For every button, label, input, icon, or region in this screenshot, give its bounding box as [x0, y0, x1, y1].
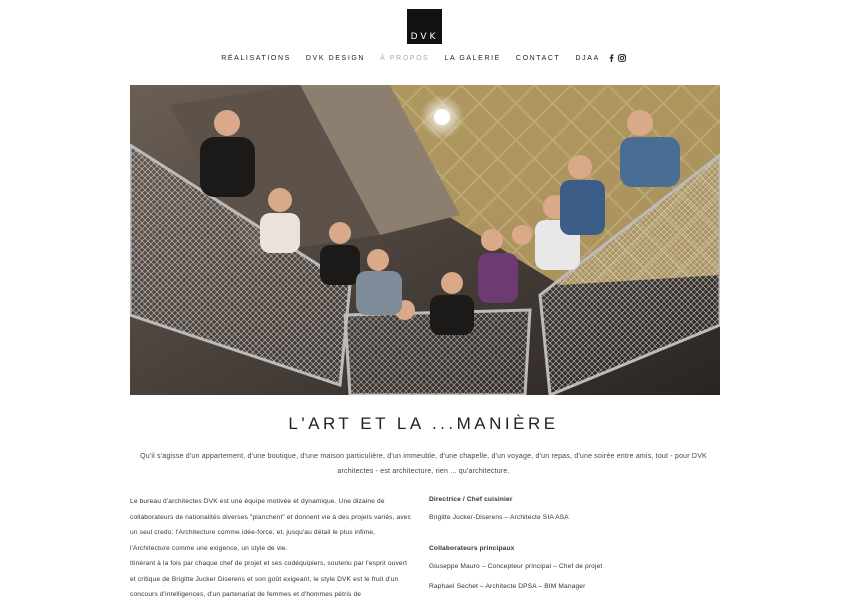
main-nav [0, 54, 847, 62]
nav-item-a-propos[interactable]: À PROPOS [380, 54, 430, 62]
team-column [429, 494, 719, 593]
page-title: L'ART ET LA ...MANIÈRE [288, 414, 559, 433]
about-column [130, 494, 413, 603]
about-paragraph: Itinérant à la fois par chaque chef de projet et ses codéquipiers, soutenu par l'esprit ouvert et critique de Brigitte Jucker Diserens et son goût exigeant, le style DVK est le fruit d'un concours d'intelligences, d'un partenariat de femmes et d'hommes pétris de [130, 560, 408, 598]
instagram-icon[interactable] [618, 54, 626, 62]
logo-text: DVK [410, 32, 439, 42]
dvk-logo[interactable] [407, 9, 442, 44]
about-paragraph: Le bureau d'architectes DVK est une équipe motivée et dynamique. Une dizaine de collaborateurs de nationalités diverses "planchent" et donnent vie à des projets variés, avec un seul credo: l'Architecture comme idée-force, et, jusqu'au détail le plus infime, l'Architecture comme une exigence, un style de vie. [130, 498, 412, 552]
team-photo-illustration [130, 85, 720, 395]
team-photo [130, 85, 720, 395]
collaborator-item: Giuseppe Mauro – Concepteur principal – Chef de projet [429, 563, 603, 570]
nav-item-djaa[interactable]: DJAA [575, 54, 600, 62]
nav-item-contact[interactable]: CONTACT [515, 54, 561, 62]
director-name: Brigitte Jucker-Diserens – Architecte SIA ASA [429, 514, 569, 521]
nav-item-realisations[interactable]: RÉALISATIONS [221, 54, 291, 62]
intro-text: Qu'il s'agisse d'un appartement, d'une boutique, d'une maison particulière, d'un immeuble, d'une chapelle, d'un voyage, d'un repas, d'une soirée entre amis, tout - pour DVK architectes - est architecture, rien ... qu'architecture. [140, 453, 707, 475]
social-links [609, 54, 626, 62]
facebook-icon[interactable] [609, 54, 614, 62]
collaborators-heading: Collaborateurs principaux [429, 545, 515, 552]
collaborator-item: Raphael Sechet – Architecte DPSA – BIM Manager [429, 583, 586, 590]
director-heading: Directrice / Chef cuisinier [429, 496, 513, 503]
nav-item-la-galerie[interactable]: LA GALERIE [444, 54, 501, 62]
nav-item-dvk-design[interactable]: DVK DESIGN [305, 54, 366, 62]
